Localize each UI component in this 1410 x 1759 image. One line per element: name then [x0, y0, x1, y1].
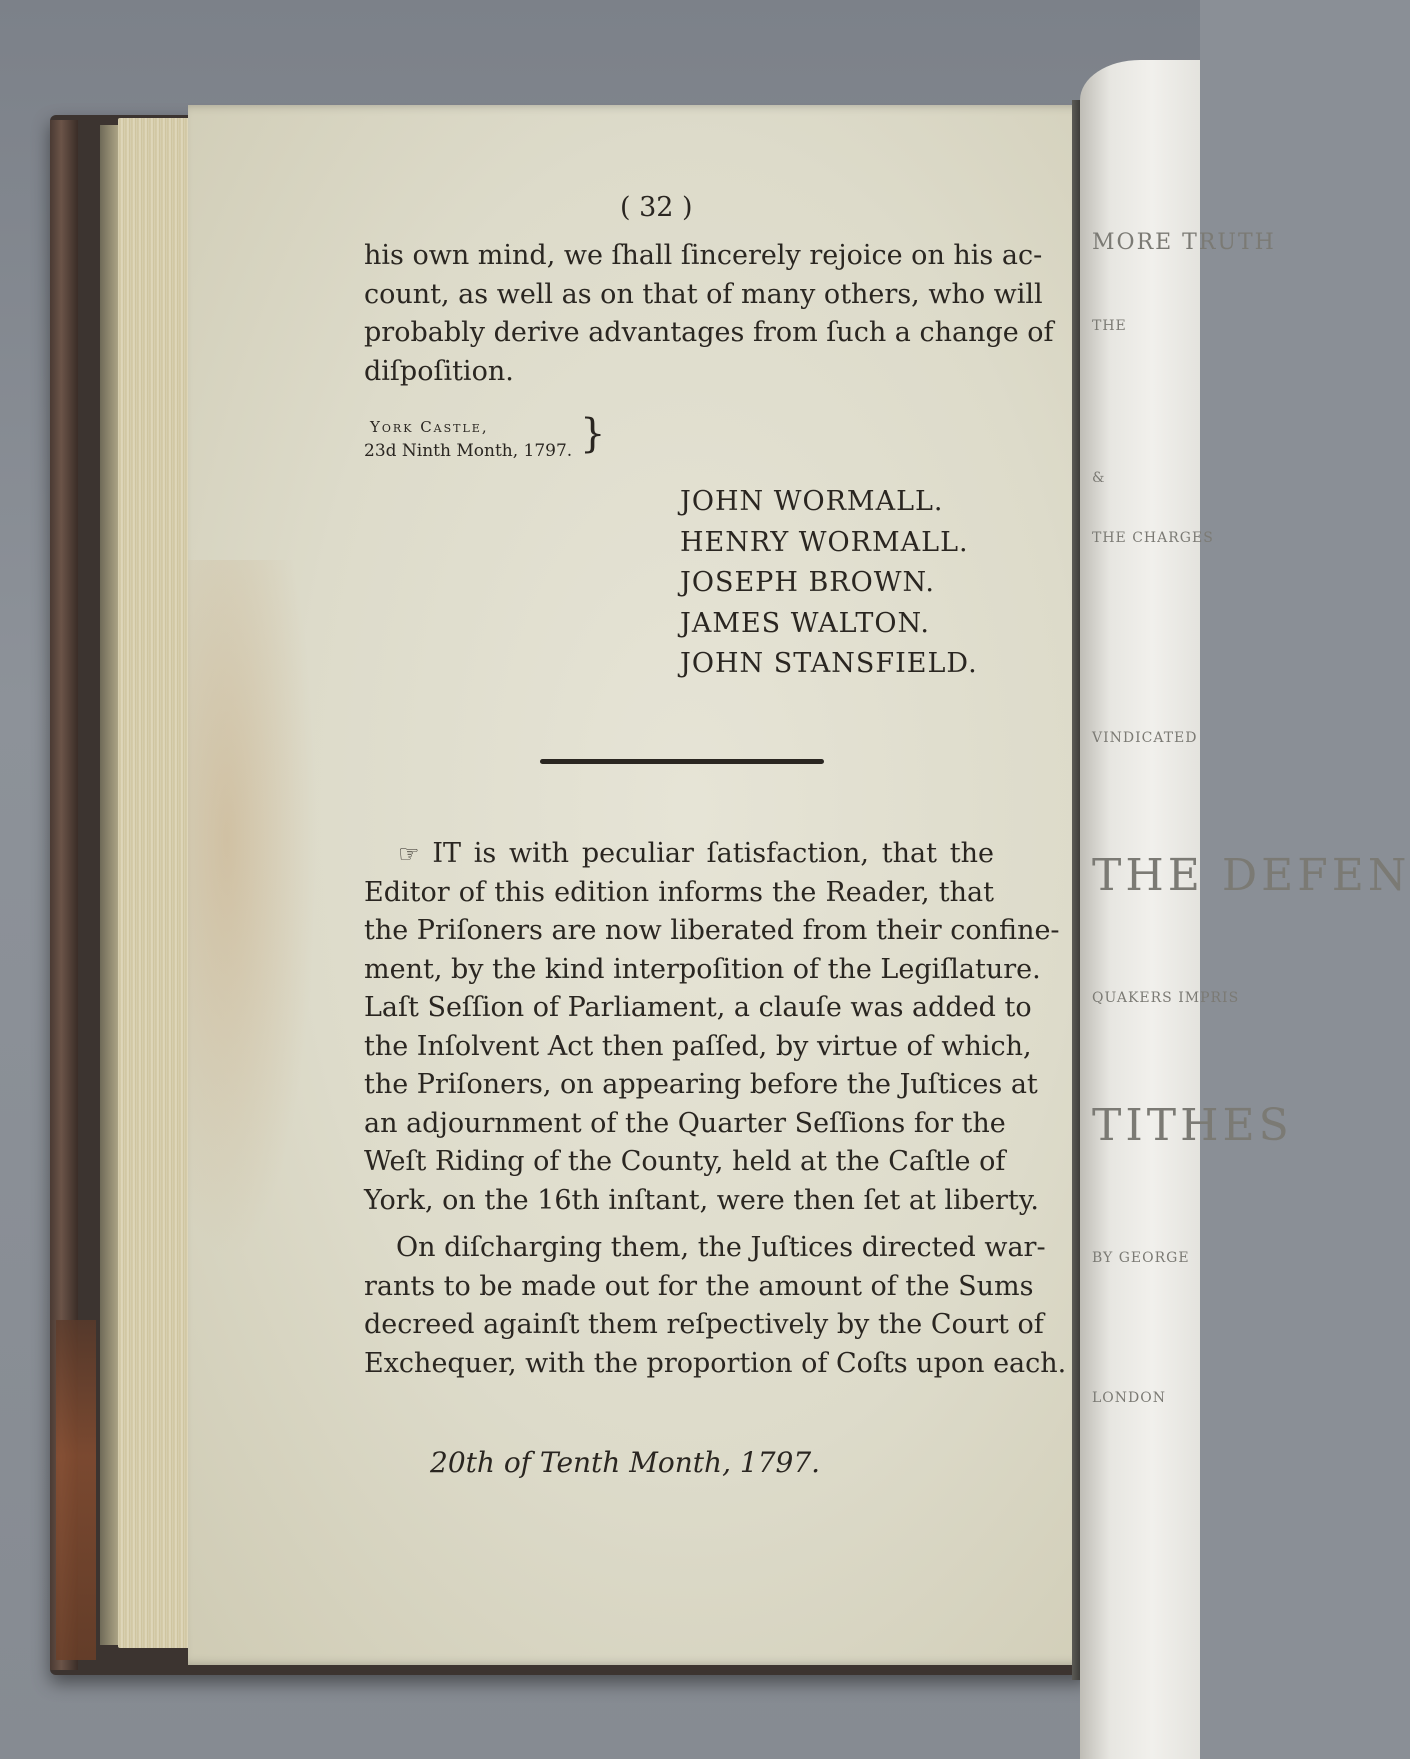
brace-glyph: } [580, 411, 606, 457]
text-line: Exchequer, with the proportion of Coſts upon each. [364, 1347, 1067, 1379]
text-line: the Priſoners, on appearing before the Juſtices at [364, 1069, 1038, 1100]
facing-fragment: QUAKERS IMPRIS [1092, 990, 1240, 1006]
text-line: York, on the 16th inſtant, were then ſet at liberty. [364, 1184, 1039, 1216]
text-line: rants to be made out for the amount of the Sums [364, 1270, 1034, 1302]
text-line: probably derive advantages from ſuch a change of [364, 317, 1054, 348]
facing-fragment: BY GEORGE [1092, 1250, 1190, 1266]
facing-fragment: THE [1092, 318, 1127, 334]
page-edges [118, 118, 190, 1648]
text-line: the Priſoners are now liberated from their confine- [364, 915, 1060, 946]
text-line: the Inſolvent Act then paſſed, by virtue of which, [364, 1030, 1032, 1062]
text-line: ment, by the kind interpoſition of the Legiſlature. [364, 953, 1041, 985]
text-line: his own mind, we ſhall ſincerely rejoice on his ac- [364, 240, 1043, 271]
manicule-icon: ☞ [398, 840, 420, 868]
facing-fragment: TITHES [1092, 1100, 1293, 1151]
facing-fragment: THE CHARGES [1092, 530, 1214, 546]
text-line: On diſcharging them, the Juſtices directed war- [396, 1232, 1046, 1263]
facing-fragment: LONDON [1092, 1390, 1166, 1406]
signatory-name: JOHN STANSFIELD. [680, 648, 978, 679]
facing-fragment: MORE TRUTH [1092, 230, 1276, 255]
dated-line: 20th of Tenth Month, 1797. [430, 1446, 821, 1479]
facing-fragment: THE DEFEN [1092, 850, 1410, 901]
signature-date: 23d Ninth Month, 1797. [364, 441, 573, 461]
text-line: ☞ IT is with peculiar ſatisfaction, that the [398, 838, 994, 869]
facing-fragment: VINDICATED [1092, 730, 1198, 746]
worn-leather [56, 1320, 96, 1660]
signatories [680, 482, 978, 685]
foxing-stain [188, 560, 318, 1260]
discharge-paragraph [364, 1229, 1067, 1383]
signatory-name: JAMES WALTON. [680, 607, 931, 639]
page-number: ( 32 ) [620, 192, 693, 223]
text-line: diſpoſition. [364, 355, 514, 387]
signatory-name: JOSEPH BROWN. [680, 567, 935, 598]
signatory-name: JOHN WORMALL. [680, 486, 944, 517]
signature-place: York Castle, [370, 418, 489, 436]
text-line: an adjournment of the Quarter Seſſions for the [364, 1107, 1006, 1139]
text-line: Laſt Seſſion of Parliament, a clauſe was added to [364, 992, 1032, 1023]
text-line: Weſt Riding of the County, held at the Caſtle of [364, 1146, 1006, 1177]
opening-paragraph [364, 237, 1054, 391]
signatory-name: HENRY WORMALL. [680, 526, 969, 558]
notice-paragraph [364, 835, 1060, 1220]
text-line: Editor of this edition informs the Reader, that [364, 876, 994, 908]
text-line: count, as well as on that of many others, who will [364, 278, 1043, 310]
facing-fragment: & [1092, 470, 1106, 486]
text-line: decreed againſt them reſpectively by the Court of [364, 1309, 1044, 1340]
divider-rule [540, 759, 824, 764]
